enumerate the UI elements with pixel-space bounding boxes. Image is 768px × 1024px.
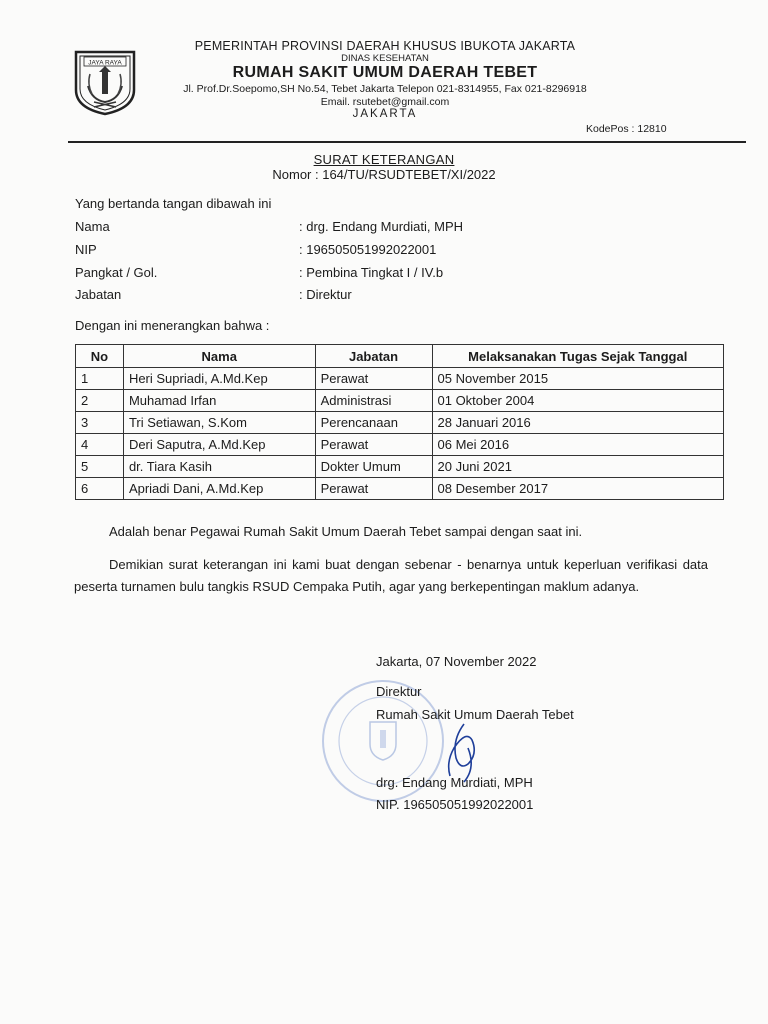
cell-no: 5 bbox=[76, 456, 124, 478]
letterhead-email: Email. rsutebet@gmail.com bbox=[320, 96, 450, 108]
letterhead-city: JAKARTA bbox=[352, 108, 418, 120]
table-row bbox=[76, 456, 724, 478]
field-value-jabatan: : Direktur bbox=[299, 287, 352, 302]
field-label-jabatan: Jabatan bbox=[75, 287, 122, 302]
cell-tanggal: 01 Oktober 2004 bbox=[432, 390, 724, 412]
cell-tanggal: 06 Mei 2016 bbox=[432, 434, 724, 456]
field-label-nip: NIP bbox=[75, 242, 97, 257]
declaration-text: Dengan ini menerangkan bahwa : bbox=[75, 318, 270, 333]
cell-jabatan: Dokter Umum bbox=[315, 456, 432, 478]
signature-nip: NIP. 196505051992022001 bbox=[376, 797, 534, 812]
cell-jabatan: Perencanaan bbox=[315, 412, 432, 434]
table-header-row bbox=[76, 345, 724, 368]
cell-nama: dr. Tiara Kasih bbox=[123, 456, 315, 478]
paragraph-closing: Demikian surat keterangan ini kami buat dengan sebenar - benarnya untuk keperluan verifikasi data peserta turnamen bulu tangkis RSUD Cempaka Putih, agar yang berkepentingan maklum adanya. bbox=[74, 557, 708, 594]
letterhead-government: PEMERINTAH PROVINSI DAERAH KHUSUS IBUKOTA JAKARTA bbox=[194, 39, 576, 53]
header-no: No bbox=[76, 345, 124, 368]
field-label-pangkat: Pangkat / Gol. bbox=[75, 265, 158, 280]
cell-nama: Tri Setiawan, S.Kom bbox=[123, 412, 315, 434]
cell-tanggal: 05 November 2015 bbox=[432, 368, 724, 390]
letterhead-hospital-name: RUMAH SAKIT UMUM DAERAH TEBET bbox=[232, 64, 538, 81]
cell-nama: Deri Saputra, A.Md.Kep bbox=[123, 434, 315, 456]
cell-nama: Apriadi Dani, A.Md.Kep bbox=[123, 478, 315, 500]
letter-number: Nomor : 164/TU/RSUDTEBET/XI/2022 bbox=[272, 167, 496, 182]
table-row bbox=[76, 478, 724, 500]
table-row bbox=[76, 412, 724, 434]
header-nama: Nama bbox=[123, 345, 315, 368]
cell-jabatan: Perawat bbox=[315, 434, 432, 456]
emblem-banner-text: JAYA RAYA bbox=[88, 59, 122, 67]
signature-place-date: Jakarta, 07 November 2022 bbox=[376, 654, 537, 669]
field-value-nip: : 196505051992022001 bbox=[299, 242, 437, 257]
cell-jabatan: Administrasi bbox=[315, 390, 432, 412]
cell-tanggal: 20 Juni 2021 bbox=[432, 456, 724, 478]
cell-jabatan: Perawat bbox=[315, 368, 432, 390]
header-tanggal: Melaksanakan Tugas Sejak Tanggal bbox=[432, 345, 724, 368]
signature-institution: Rumah Sakit Umum Daerah Tebet bbox=[376, 707, 574, 722]
field-value-pangkat: : Pembina Tingkat I / IV.b bbox=[299, 265, 444, 280]
table-row bbox=[76, 434, 724, 456]
letterhead-divider bbox=[68, 141, 746, 143]
header-jabatan: Jabatan bbox=[315, 345, 432, 368]
signature-position: Direktur bbox=[376, 684, 422, 699]
table-row bbox=[76, 390, 724, 412]
cell-tanggal: 28 Januari 2016 bbox=[432, 412, 724, 434]
table-row bbox=[76, 368, 724, 390]
cell-nama: Muhamad Irfan bbox=[123, 390, 315, 412]
cell-no: 1 bbox=[76, 368, 124, 390]
staff-table bbox=[75, 344, 724, 500]
field-value-nama: : drg. Endang Murdiati, MPH bbox=[299, 219, 464, 234]
letterhead-department: DINAS KESEHATAN bbox=[341, 53, 429, 64]
letterhead-postcode: KodePos : 12810 bbox=[586, 123, 667, 135]
cell-tanggal: 08 Desember 2017 bbox=[432, 478, 724, 500]
letter-title: SURAT KETERANGAN bbox=[313, 152, 455, 167]
cell-no: 3 bbox=[76, 412, 124, 434]
cell-no: 2 bbox=[76, 390, 124, 412]
paragraph-confirmation: Adalah benar Pegawai Rumah Sakit Umum Daerah Tebet sampai dengan saat ini. bbox=[109, 524, 583, 539]
field-label-nama: Nama bbox=[75, 219, 110, 234]
letterhead-address: Jl. Prof.Dr.Soepomo,SH No.54, Tebet Jakarta Telepon 021-8314955, Fax 021-8296918 bbox=[183, 83, 587, 95]
cell-no: 6 bbox=[76, 478, 124, 500]
cell-no: 4 bbox=[76, 434, 124, 456]
intro-text: Yang bertanda tangan dibawah ini bbox=[75, 196, 272, 211]
cell-nama: Heri Supriadi, A.Md.Kep bbox=[123, 368, 315, 390]
signature-name: drg. Endang Murdiati, MPH bbox=[376, 775, 533, 790]
cell-jabatan: Perawat bbox=[315, 478, 432, 500]
